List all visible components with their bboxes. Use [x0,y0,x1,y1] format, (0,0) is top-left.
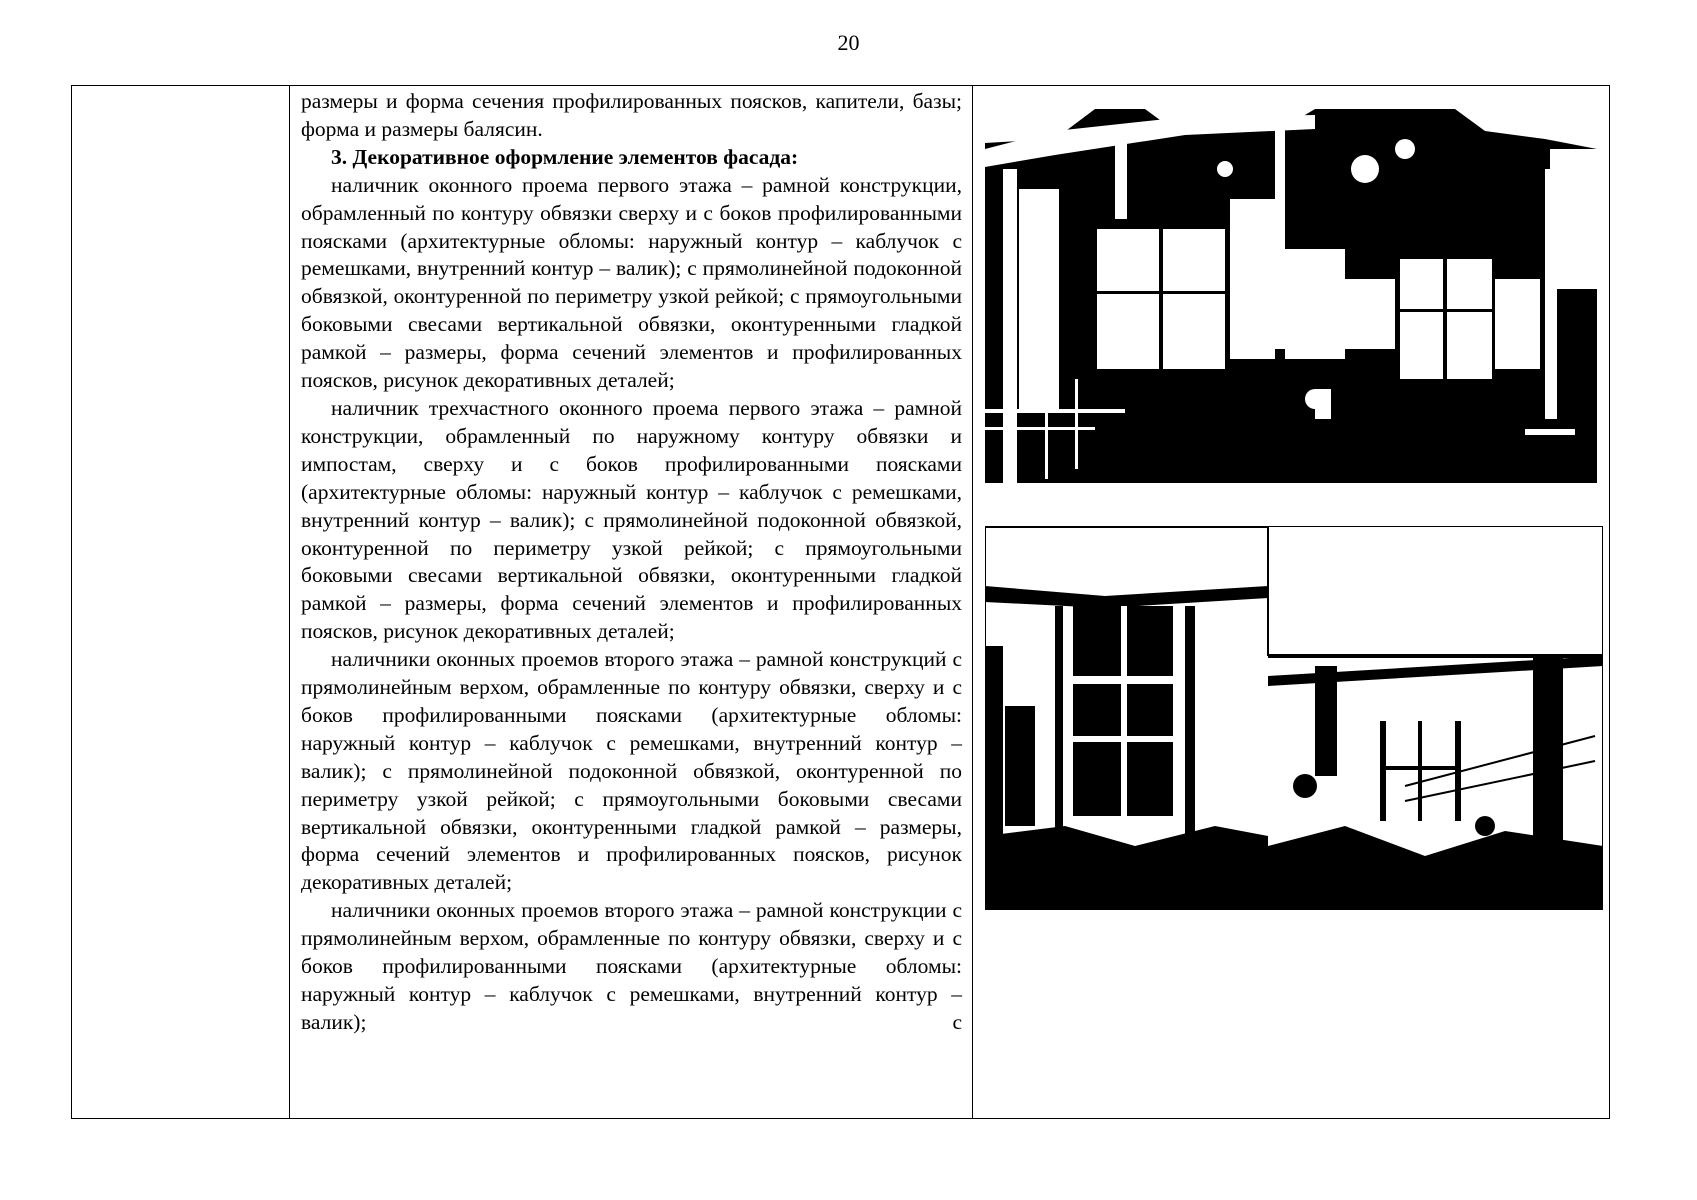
continuation-paragraph [301,88,962,144]
document-table [71,85,1610,1119]
text-line: поясков, рисунок декоративных деталей; [301,619,675,644]
text-line: размеры, форма сечений элементов и профилированных [404,591,963,616]
text-line: поясками (архитектурные обломы: наружный контур – [301,702,963,755]
text-line: капители, базы; форма и размеры балясин. [301,89,963,141]
text-line: рамной конструкции, обрамленный по наружному контуру [301,395,963,448]
page-number: 20 [837,30,860,55]
text-line: конструкций с прямолинейным верхом, обрамленные по [301,647,962,700]
description-paragraph [301,897,962,1037]
text-line: вертикальной обвязки, оконтуренными гладкой рамкой – [301,814,866,839]
text-line: наличники оконных проемов второго этажа – рамной [331,898,824,923]
text-line: боков профилированными поясками (архитектурные обломы: [301,200,963,253]
text-line: каблучок с ремешками, внутренний контур – валик); с [301,479,962,532]
text-line: периметру узкой рейкой; с прямоугольными боковыми свесами [301,786,962,811]
text-line: периметру узкой рейкой; с прямоугольными боковыми свесами [301,535,962,588]
text-line: каблучок с ремешками, внутренний контур – валик); с [301,982,962,1034]
facade-photo [985,526,1603,910]
text-line: поясками (архитектурные обломы: наружный контур – [301,954,963,1006]
text-line: каблучок с ремешками, внутренний контур – валик); с [301,730,962,783]
table-image-column [973,86,1609,1118]
text-line: размеры и форма сечения профилированных поясков, [301,89,808,113]
text-line: контуру обвязки, сверху и с боков профилированными [301,926,963,979]
text-line: контуру обвязки, сверху и с боков профилированными [301,675,963,727]
text-line: профилированных поясков, рисунок декоративных деталей; [301,340,962,393]
text-line: поясками (архитектурные обломы: наружный контур – [301,451,962,504]
text-line: обвязки и импостам, сверху и с боков профилированными [301,423,962,476]
description-paragraph [301,646,962,897]
text-line: гладкой рамкой – размеры, форма сечений элементов и [301,312,962,365]
text-line: конструкции, обрамленный по контуру обвязки сверху и с [301,172,963,225]
text-line: размеры, форма сечений элементов и профилированных [301,814,962,867]
text-line: поясков, рисунок декоративных деталей; [301,842,962,895]
text-line: боковыми свесами вертикальной обвязки, оконтуренными [301,312,876,337]
text-line: вертикальной обвязки, оконтуренными гладкой рамкой – [301,563,963,616]
text-line: оконтуренной по периметру узкой рейкой; с прямоугольными [393,284,962,309]
text-line: наличник оконного проема первого этажа – рамной [331,172,830,197]
text-line: наличники оконных проемов второго этажа – рамной [331,647,824,672]
description-paragraph [301,172,962,395]
veranda-photo [985,109,1597,483]
text-line: 3. Декоративное оформление элементов фасада: [331,144,799,169]
text-line: конструкции с прямолинейным верхом, обрамленные по [301,898,962,951]
table-text-column [290,86,973,1118]
text-line: наружный контур – каблучок с ремешками, внутренний контур [301,228,962,281]
text-line: – валик); с прямолинейной подоконной обвязкой, [301,256,963,309]
text-line: прямолинейной подоконной обвязкой, оконтуренной по [301,507,963,560]
text-line: прямолинейной подоконной обвязкой, оконтуренной по [407,758,962,783]
table-left-column [72,86,290,1118]
description-paragraph [301,395,962,646]
text-line: наличник трехчастного оконного проема первого этажа – [331,395,885,420]
section-heading [301,144,962,172]
